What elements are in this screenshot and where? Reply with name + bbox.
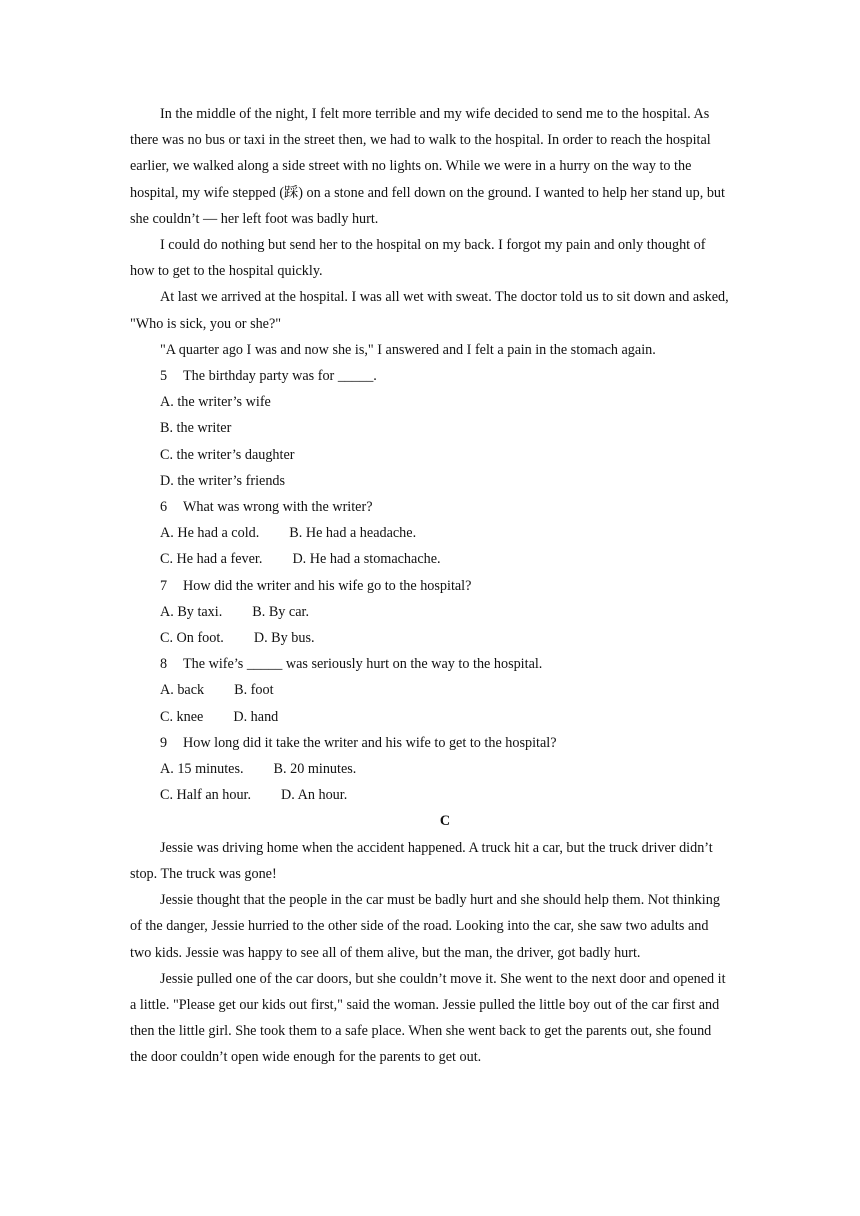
option-d: D. An hour. xyxy=(281,787,348,804)
option-line xyxy=(130,704,730,730)
question-text: How long did it take the writer and his wife to get to the hospital? xyxy=(183,734,557,751)
option-d: D. By bus. xyxy=(253,630,315,647)
question-number: 5 xyxy=(160,368,168,385)
question-stem xyxy=(130,573,730,599)
option-line xyxy=(130,625,730,651)
option-line xyxy=(130,782,730,808)
option-c: C. the writer’s daughter xyxy=(160,446,295,463)
question-number: 6 xyxy=(160,499,168,516)
question-stem xyxy=(130,730,730,756)
question-text: The wife’s _____ was seriously hurt on the way to the hospital. xyxy=(183,656,543,673)
passage-paragraph: Jessie pulled one of the car doors, but she couldn’t move it. She went to the next door and opened it a little. "Please get our kids out first," said the woman. Jessie pulled the little boy out of the car first and then the little girl. She took them to a safe place. When she went back to get the parents out, she found the door couldn’t open wide enough for the parents to get out. xyxy=(130,970,726,1066)
question-text: The birthday party was for _____. xyxy=(183,368,377,385)
question-text: How did the writer and his wife go to the hospital? xyxy=(183,577,472,594)
option-line xyxy=(130,520,730,546)
question-8 xyxy=(130,651,730,730)
question-7 xyxy=(130,573,730,652)
option-b: B. By car. xyxy=(252,603,310,620)
option-a: A. back xyxy=(160,682,205,699)
option-a: A. 15 minutes. xyxy=(160,761,244,778)
question-stem xyxy=(130,651,730,677)
passage-paragraph: Jessie thought that the people in the car must be badly hurt and she should help them. Not thinking of the danger, Jessie hurried to the other side of the road. Looking into the car, she saw two adults and two kids. Jessie was happy to see all of them alive, but the man, the driver, got badly hurt. xyxy=(130,892,720,961)
option-line xyxy=(130,546,730,572)
question-text: What was wrong with the writer? xyxy=(183,499,373,516)
question-stem xyxy=(130,494,730,520)
passage-paragraph: Jessie was driving home when the accident happened. A truck hit a car, but the truck driver didn’t stop. The truck was gone! xyxy=(130,839,713,882)
question-6 xyxy=(130,494,730,573)
question-number: 7 xyxy=(160,577,168,594)
question-number: 8 xyxy=(160,656,168,673)
passage-paragraph: In the middle of the night, I felt more terrible and my wife decided to send me to the hospital. As there was no bus or taxi in the street then, we had to walk to the hospital. In order to reach the hospital earlier, we walked along a side street with no lights on. While we were in a hurry on the way to the hospital, my wife stepped (踩) on a stone and fell down on the ground. I wanted to help her stand up, but she couldn’t — her left foot was badly hurt. xyxy=(130,106,725,227)
option-line xyxy=(130,599,730,625)
question-5 xyxy=(130,363,730,494)
section-title: C xyxy=(439,813,451,830)
option-a: A. the writer’s wife xyxy=(160,394,271,411)
passage-paragraph: "A quarter ago I was and now she is," I answered and I felt a pain in the stomach again. xyxy=(160,341,656,358)
option-a: A. He had a cold. xyxy=(160,525,260,542)
option-c: C. On foot. xyxy=(160,630,224,647)
option-line xyxy=(130,677,730,703)
option-d: D. the writer’s friends xyxy=(160,472,286,489)
option-d: D. hand xyxy=(233,708,279,725)
option-b: B. foot xyxy=(234,682,274,699)
passage-paragraph: I could do nothing but send her to the hospital on my back. I forgot my pain and only thought of how to get to the hospital quickly. xyxy=(130,237,706,280)
option-c: C. Half an hour. xyxy=(160,787,252,804)
question-9 xyxy=(130,730,730,809)
option-c: C. knee xyxy=(160,708,204,725)
option-b: B. the writer xyxy=(160,420,232,437)
option-line xyxy=(130,756,730,782)
option-a: A. By taxi. xyxy=(160,603,223,620)
option-b: B. 20 minutes. xyxy=(273,761,357,778)
passage-paragraph: At last we arrived at the hospital. I was all wet with sweat. The doctor told us to sit down and asked, "Who is sick, you or she?" xyxy=(130,289,729,332)
question-number: 9 xyxy=(160,734,168,751)
option-c: C. He had a fever. xyxy=(160,551,263,568)
question-stem xyxy=(130,363,730,389)
document-page xyxy=(130,101,730,1071)
option-d: D. He had a stomachache. xyxy=(292,551,441,568)
option-b: B. He had a headache. xyxy=(289,525,417,542)
